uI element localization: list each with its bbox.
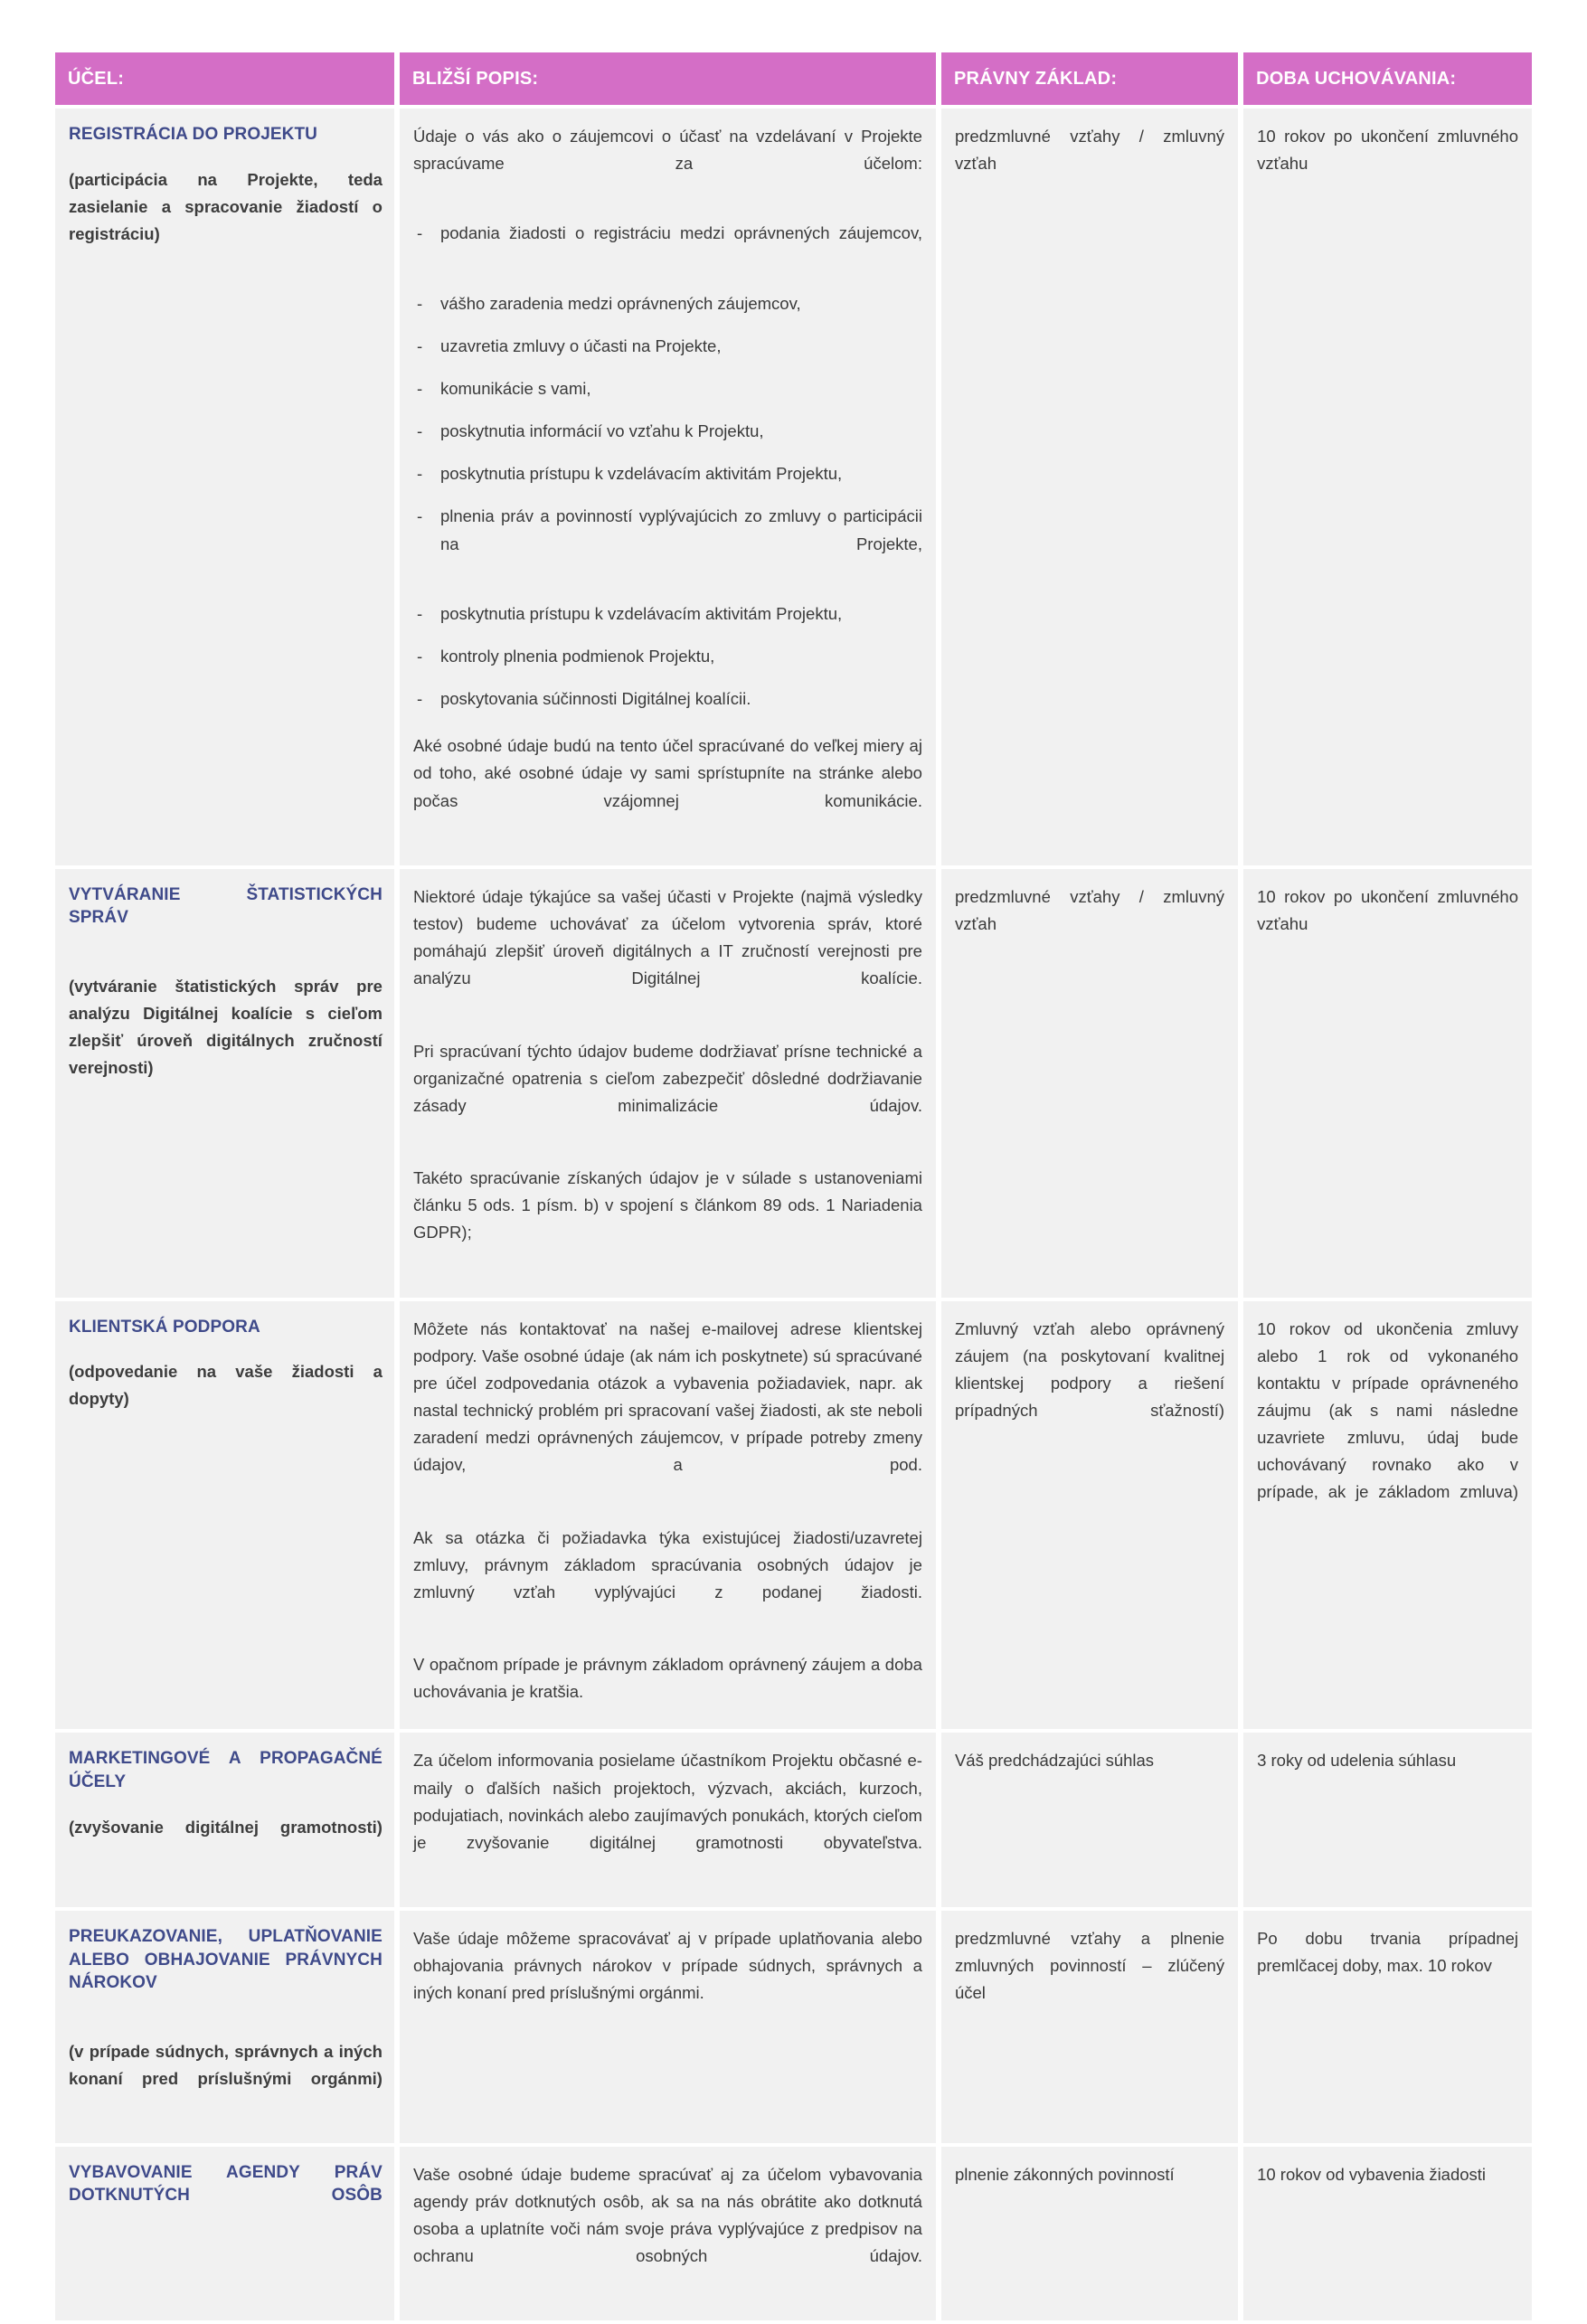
purpose-cell xyxy=(55,869,394,1298)
retention-cell xyxy=(1243,1301,1532,1730)
table-body xyxy=(55,109,1532,2320)
table-row xyxy=(55,2147,1532,2321)
description-paragraph: Pri spracúvaní týchto údajov budeme dodržiavať prísne technické a organizačné opatrenia s cieľom zabezpečiť dôsledné dodržiavanie zásady minimalizácie údajov. xyxy=(412,1041,922,1115)
list-item xyxy=(413,375,922,402)
purpose-cell xyxy=(55,1733,394,1907)
list-item xyxy=(413,460,922,487)
table-header-row xyxy=(55,52,1532,105)
purpose-subtitle: (odpovedanie na vaše žiadosti a dopyty) xyxy=(69,1362,383,1409)
list-item xyxy=(413,600,922,628)
purpose-title: VYTVÁRANIE ŠTATISTICKÝCH SPRÁV xyxy=(69,884,383,928)
list-item-text: komunikácie s vami, xyxy=(439,378,591,398)
column-header-purpose: ÚČEL: xyxy=(55,52,394,105)
legal-basis-text: Zmluvný vzťah alebo oprávnený záujem (na poskytovaní kvalitnej klientskej podpory a riešení prípadných sťažností) xyxy=(954,1318,1225,1421)
purpose-subtitle: (v prípade súdnych, správnych a iných konaní pred príslušnými orgánmi) xyxy=(69,2041,383,2088)
table-row xyxy=(55,1733,1532,1907)
list-item-text: plnenia práv a povinností vyplývajúcich zo zmluvy o participácii na Projekte, xyxy=(439,506,922,553)
legal-basis-text: predzmluvné vzťahy / zmluvný vzťah xyxy=(954,886,1225,933)
purpose-subtitle: (zvyšovanie digitálnej gramotnosti) xyxy=(69,1817,383,1837)
retention-cell xyxy=(1243,2147,1532,2321)
retention-cell xyxy=(1243,109,1532,865)
description-cell xyxy=(400,1733,936,1907)
list-item-text: poskytnutia prístupu k vzdelávacím aktivitám Projektu, xyxy=(439,603,843,623)
table-header xyxy=(55,52,1532,105)
retention-cell xyxy=(1243,1911,1532,2142)
legal-basis-cell xyxy=(941,2147,1238,2321)
legal-basis-cell xyxy=(941,1911,1238,2142)
description-paragraph: Za účelom informovania posielame účastníkom Projektu občasné e-maily o ďalších našich projektoch, výzvach, akciách, kurzoch, podujatiach, novinkách alebo zaujímavých ponukách, ktorých cieľom je zvyšovanie digitálnej gramotnosti obyvateľstva. xyxy=(412,1751,922,1852)
retention-text: 10 rokov po ukončení zmluvného vzťahu xyxy=(1257,127,1518,174)
purpose-cell xyxy=(55,109,394,865)
legal-basis-text: predzmluvné vzťahy / zmluvný vzťah xyxy=(954,127,1225,174)
purpose-cell xyxy=(55,1911,394,2142)
list-item-text: poskytnutia informácií vo vzťahu k Projektu, xyxy=(439,421,764,441)
list-item-text: kontroly plnenia podmienok Projektu, xyxy=(439,646,715,666)
description-intro: Údaje o vás ako o záujemcovi o účasť na vzdelávaní v Projekte spracúvame za účelom: xyxy=(412,127,922,174)
table-row xyxy=(55,1911,1532,2142)
list-item-text: poskytnutia prístupu k vzdelávacím aktivitám Projektu, xyxy=(439,464,843,484)
table-row xyxy=(55,109,1532,865)
retention-text: 10 rokov od vybavenia žiadosti xyxy=(1257,2164,1487,2184)
list-item-text: podania žiadosti o registráciu medzi oprávnených záujemcov, xyxy=(439,223,922,243)
purpose-title: KLIENTSKÁ PODPORA xyxy=(69,1317,260,1337)
purpose-subtitle: (vytváranie štatistických správ pre analýzu Digitálnej koalície s cieľom zlepšiť úroveň digitálnych zručností verejnosti) xyxy=(69,976,383,1077)
description-paragraph: Takéto spracúvanie získaných údajov je v súlade s ustanoveniami článku 5 ods. 1 písm. b) v spojení s článkom 89 ods. 1 Nariadenia GDPR); xyxy=(412,1168,922,1242)
legal-basis-text: Váš predchádzajúci súhlas xyxy=(954,1751,1155,1771)
description-cell xyxy=(400,2147,936,2321)
purpose-title: PREUKAZOVANIE, UPLATŇOVANIE ALEBO OBHAJOVANIE PRÁVNYCH NÁROKOV xyxy=(69,1927,383,1993)
legal-basis-cell xyxy=(941,1733,1238,1907)
list-item xyxy=(413,685,922,713)
description-bullet-list xyxy=(413,220,922,713)
list-item-text: uzavretia zmluvy o účasti na Projekte, xyxy=(439,335,722,355)
purpose-cell xyxy=(55,2147,394,2321)
purpose-subtitle: (participácia na Projekte, teda zasielanie a spracovanie žiadostí o registráciu) xyxy=(69,169,383,243)
description-paragraph: Ak sa otázka či požiadavka týka existujúcej žiadosti/uzavretej zmluvy, právnym základom spracúvania osobných údajov je zmluvný vzťah vyplývajúci z podanej žiadosti. xyxy=(412,1527,922,1601)
purpose-title: MARKETINGOVÉ A PROPAGAČNÉ ÚČELY xyxy=(69,1749,383,1792)
retention-cell xyxy=(1243,869,1532,1298)
description-paragraph: Môžete nás kontaktovať na našej e-mailovej adrese klientskej podpory. Vaše osobné údaje (ak nám ich poskytnete) sú spracúvané pre účel zodpovedania otázok a vybavenia požiadaviek, napr. ak nastal technický problém pri spracovaní vašej žiadosti, ak ste neboli zaradení medzi oprávnených záujemcov, v prípade potreby zmeny údajov, a pod. xyxy=(412,1318,922,1475)
column-header-legal-basis: PRÁVNY ZÁKLAD: xyxy=(941,52,1238,105)
purpose-title: REGISTRÁCIA DO PROJEKTU xyxy=(69,125,318,144)
description-outro: Aké osobné údaje budú na tento účel spracúvané do veľkej miery aj od toho, aké osobné údaje vy sami sprístupníte na stránke alebo počas vzájomnej komunikácie. xyxy=(412,736,922,810)
legal-basis-cell xyxy=(941,869,1238,1298)
list-item xyxy=(413,503,922,584)
retention-text: 10 rokov od ukončenia zmluvy alebo 1 rok od vykonaného kontaktu v prípade oprávneného záujmu (ak s nami následne uzavriete zmluvu, údaj bude uchovávaný rovnako ako v prípade, ak je základom zmluva) xyxy=(1257,1318,1518,1502)
list-item xyxy=(413,290,922,317)
legal-basis-text: predzmluvné vzťahy a plnenie zmluvných povinností – zlúčený účel xyxy=(954,1929,1225,2003)
column-header-description: BLIŽŠÍ POPIS: xyxy=(400,52,936,105)
column-header-retention: DOBA UCHOVÁVANIA: xyxy=(1243,52,1532,105)
legal-basis-cell xyxy=(941,109,1238,865)
list-item xyxy=(413,643,922,670)
retention-text: 3 roky od udelenia súhlasu xyxy=(1257,1751,1457,1771)
description-cell xyxy=(400,1911,936,2142)
purpose-title: VYBAVOVANIE AGENDY PRÁV DOTKNUTÝCH OSÔB xyxy=(69,2162,383,2206)
privacy-purposes-table xyxy=(50,49,1537,2324)
list-item xyxy=(413,418,922,445)
list-item-text: vášho zaradenia medzi oprávnených záujemcov, xyxy=(439,293,801,313)
description-paragraph: V opačnom prípade je právnym základom oprávnený záujem a doba uchovávania je kratšia. xyxy=(412,1655,922,1702)
description-cell xyxy=(400,109,936,865)
purpose-cell xyxy=(55,1301,394,1730)
retention-text: Po dobu trvania prípadnej premlčacej doby, max. 10 rokov xyxy=(1257,1929,1518,1976)
legal-basis-cell xyxy=(941,1301,1238,1730)
description-paragraph: Vaše údaje môžeme spracovávať aj v prípade uplatňovania alebo obhajovania právnych nárokov v prípade súdnych, správnych a iných konaní pred príslušnými orgánmi. xyxy=(412,1929,922,2003)
table-row xyxy=(55,1301,1532,1730)
description-paragraph: Niektoré údaje týkajúce sa vašej účasti v Projekte (najmä výsledky testov) budeme uchovávať za účelom vytvorenia správ, ktoré pomáhajú zlepšiť úroveň digitálnych a IT zručností verejnosti pre analýzu Digitálnej koalície. xyxy=(412,886,922,988)
retention-cell xyxy=(1243,1733,1532,1907)
retention-text: 10 rokov po ukončení zmluvného vzťahu xyxy=(1257,886,1518,933)
list-item xyxy=(413,333,922,360)
description-cell xyxy=(400,869,936,1298)
legal-basis-text: plnenie zákonných povinností xyxy=(954,2164,1175,2184)
description-cell xyxy=(400,1301,936,1730)
description-paragraph: Vaše osobné údaje budeme spracúvať aj za účelom vybavovania agendy práv dotknutých osôb, ak sa na nás obrátite ako dotknutá osoba a uplatníte voči nám svoje práva vyplývajúce z predpisov na ochranu osobných údajov. xyxy=(412,2164,922,2266)
list-item xyxy=(413,220,922,274)
list-item-text: poskytovania súčinnosti Digitálnej koalícii. xyxy=(439,689,751,709)
table-row xyxy=(55,869,1532,1298)
